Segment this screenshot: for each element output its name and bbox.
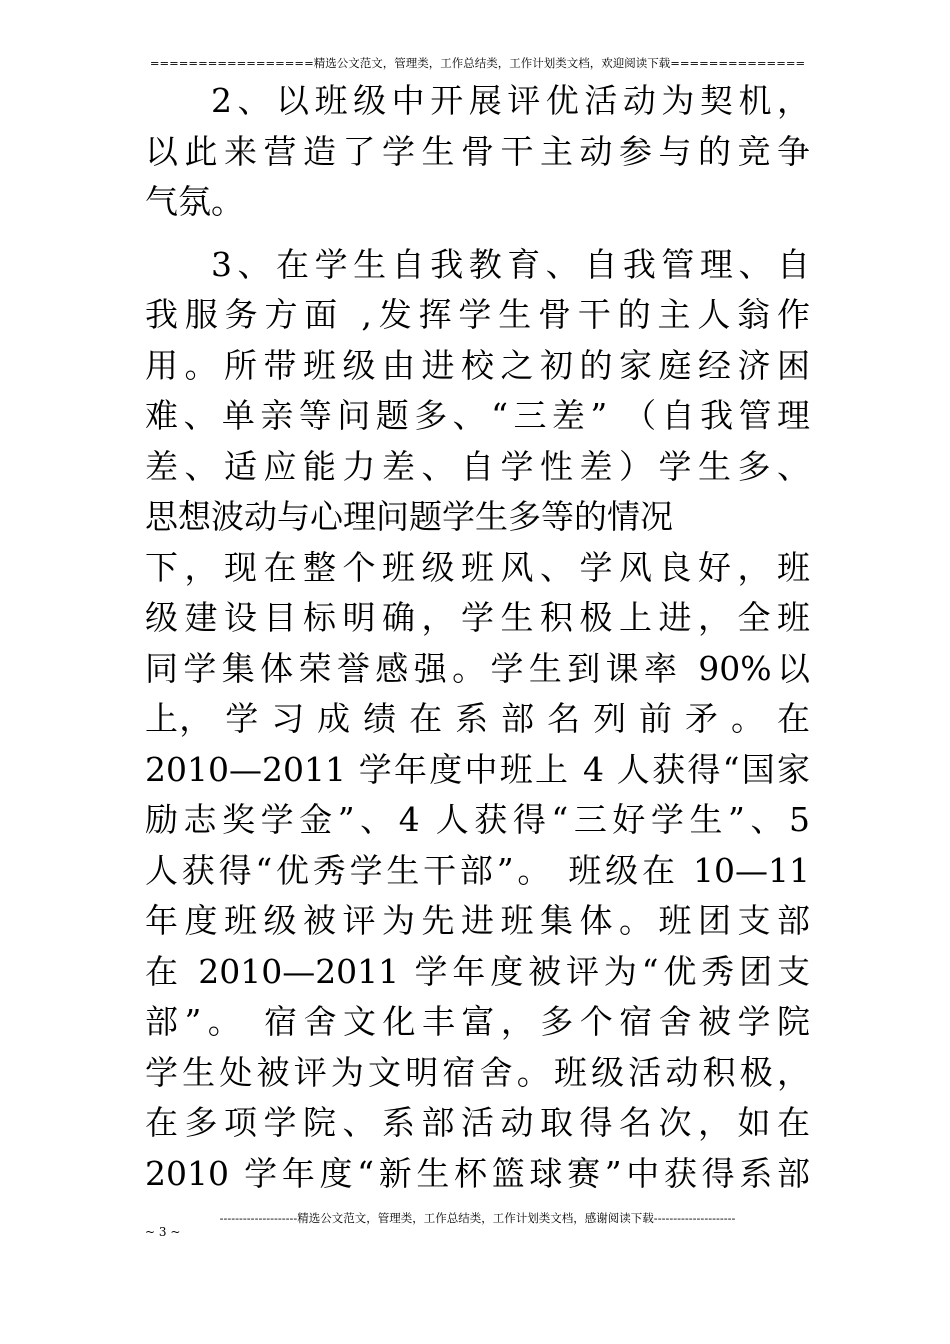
text-line: 在多项学院、系部活动取得名次，如在: [145, 1103, 810, 1142]
text-line: 2010—2011 学年度中班上 4 人获得“国家: [145, 749, 810, 789]
paragraph-2: [145, 76, 810, 228]
text-line: 部”。 宿舍文化丰富，多个宿舍被学院: [145, 1002, 810, 1041]
paragraph-spacer: [145, 228, 810, 240]
header-banner: =================精选公文范文，管理类，工作总结类，工作计划类文档，欢迎阅读下载==============: [149, 56, 806, 70]
document-body: [145, 76, 810, 1199]
text-line: 3、在学生自我教育、自我管理、自: [211, 244, 810, 284]
text-line: 同学集体荣誉感强。学生到课率 90%以: [145, 648, 810, 688]
text-line: 年度班级被评为先进班集体。班团支部: [145, 901, 810, 940]
text-line: 2、以班级中开展评优活动为契机，: [211, 81, 810, 120]
text-line: 思想波动与心理问题学生多等的情况: [145, 497, 673, 536]
text-line: 励志奖学金”、4 人获得“三好学生”、5: [145, 800, 810, 839]
text-line: 我服务方面 ,发挥学生骨干的主人翁作: [145, 295, 810, 334]
footer-banner: --------------------精选公文范文，管理类，工作总结类，工作计划类文档，感谢阅读下载---------------------: [219, 1211, 736, 1225]
text-line: 下，现在整个班级班风、学风良好，班: [145, 547, 810, 587]
text-line: 人获得“优秀学生干部”。 班级在 10—11: [145, 850, 810, 890]
text-line: 难、单亲等问题多、“三差” （自我管理: [145, 396, 810, 435]
text-line: 差、适应能力差、自学性差）学生多、: [145, 446, 810, 486]
page-number: ~ 3 ~: [145, 1225, 181, 1239]
text-line: 气氛。: [145, 182, 244, 221]
text-line: 学生处被评为文明宿舍。班级活动积极，: [145, 1052, 810, 1092]
paragraph-3: [145, 240, 810, 1200]
text-line: 2010 学年度“新生杯篮球赛”中获得系部: [145, 1153, 810, 1193]
text-line: 以此来营造了学生骨干主动参与的竞争: [145, 131, 810, 171]
text-line: 在 2010—2011 学年度被评为“优秀团支: [145, 951, 810, 991]
text-line: 级建设目标明确，学生积极上进，全班: [145, 598, 810, 637]
text-line: 上， 学 习 成 绩 在 系 部 名 列 前 矛 。 在: [145, 699, 810, 738]
text-line: 用。所带班级由进校之初的家庭经济困: [145, 345, 810, 385]
